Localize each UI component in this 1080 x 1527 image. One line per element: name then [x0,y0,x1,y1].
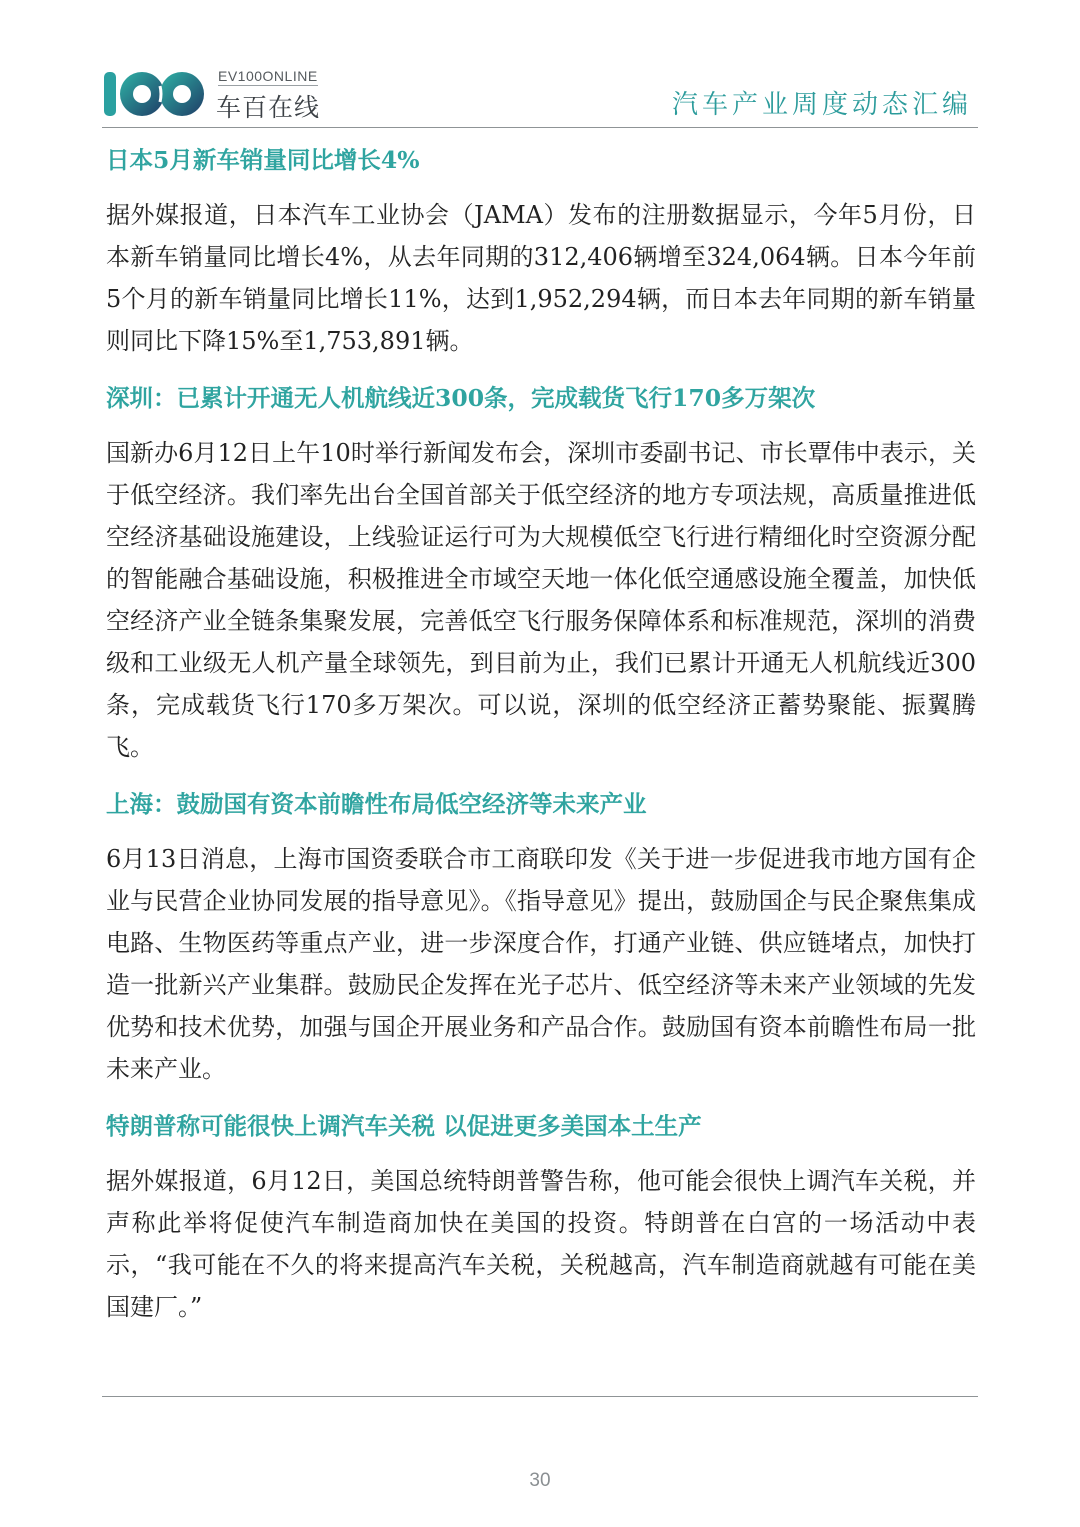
section-heading: 日本5月新车销量同比增长4% [106,146,420,174]
section-body: 据外媒报道，日本汽车工业协会（JAMA）发布的注册数据显示，今年5月份，日本新车销量同比增长4%，从去年同期的312,406辆增至324,064辆。日本今年前5个月的新车销量同比增长11%，达到1,952,294辆，而日本去年同期的新车销量则同比下降15%至1,753,891辆。 [106,201,976,355]
news-section [106,1110,976,1328]
footer-divider [102,1396,978,1397]
page-header [102,60,978,128]
page-number: 30 [529,1470,551,1491]
ev100-logo-icon [102,66,214,122]
document-title: 汽车产业周度动态汇编 [671,90,972,120]
logo-chinese-text: 车百在线 [216,93,321,122]
section-body: 国新办6月12日上午10时举行新闻发布会，深圳市委副书记、市长覃伟中表示，关于低空经济。我们率先出台全国首部关于低空经济的地方专项法规，高质量推进低空经济基础设施建设，上线验证运行可为大规模低空飞行进行精细化时空资源分配的智能融合基础设施，积极推进全市域空天地一体化低空通感设施全覆盖，加快低空经济产业全链条集聚发展，完善低空飞行服务保障体系和标准规范，深圳的消费级和工业级无人机产量全球领先，到目前为止，我们已累计开通无人机航线近300条，完成载货飞行170多万架次。可以说，深圳的低空经济正蓄势聚能、振翼腾飞。 [106,439,976,761]
header-divider [102,127,978,128]
section-heading: 深圳：已累计开通无人机航线近300条，完成载货飞行170多万架次 [106,384,816,412]
article-content [106,144,976,1348]
section-heading: 特朗普称可能很快上调汽车关税 以促进更多美国本土生产 [106,1112,702,1140]
news-section [106,144,976,362]
logo-english-text: EV100ONLINE [218,68,318,84]
section-heading: 上海：鼓励国有资本前瞻性布局低空经济等未来产业 [106,790,647,818]
news-section [106,382,976,768]
news-section [106,788,976,1090]
section-body: 据外媒报道，6月12日，美国总统特朗普警告称，他可能会很快上调汽车关税，并声称此举将促使汽车制造商加快在美国的投资。特朗普在白宫的一场活动中表示，“我可能在不久的将来提高汽车关税，关税越高，汽车制造商就越有可能在美国建厂。” [106,1167,976,1321]
section-body: 6月13日消息，上海市国资委联合市工商联印发《关于进一步促进我市地方国有企业与民营企业协同发展的指导意见》。《指导意见》提出，鼓励国企与民企聚焦集成电路、生物医药等重点产业，进一步深度合作，打通产业链、供应链堵点，加快打造一批新兴产业集群。鼓励民企发挥在光子芯片、低空经济等未来产业领域的先发优势和技术优势，加强与国企开展业务和产品合作。鼓励国有资本前瞻性布局一批未来产业。 [106,845,976,1083]
